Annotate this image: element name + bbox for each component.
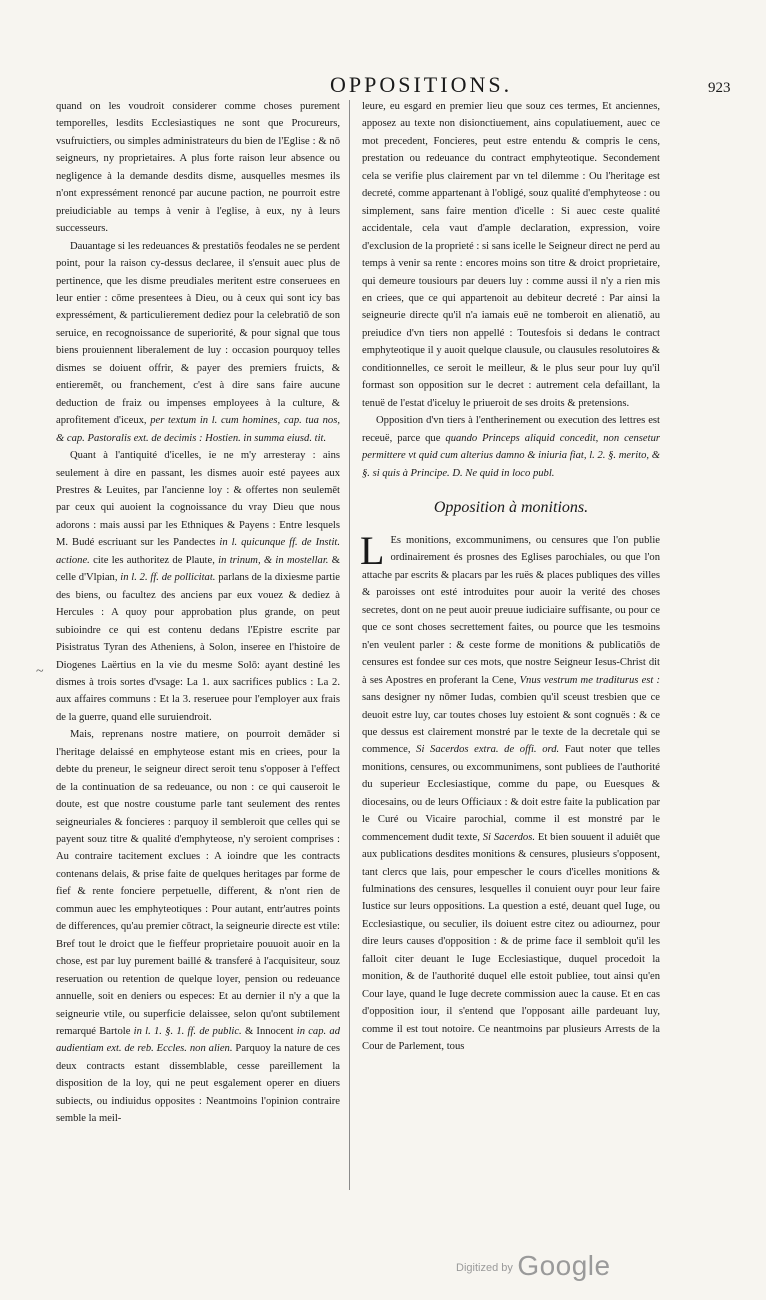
right-column bbox=[362, 98, 660, 1056]
citation: Si Sacerdos extra. de offi. ord. bbox=[416, 744, 560, 756]
citation: in trinum, & in mostellar. bbox=[218, 554, 329, 566]
left-paragraph-2: Dauantage si les redeuances & prestatiōs feodales ne se perdent point, pour la raison cy-dessus declaree, il s'ensuit auec plus de pertinence, que les disme preudiales meritent estre conseruees en leur entier : cōme presentees à Dieu, ou à ceux qui sont icy bas expressément, & particulierement dediez pour la celebratiō de son seruice, en recognoissance de superiorité, & pour signal que tous biens prouiennent liberalement de luy : occasion pourquoy telles dismes se doiuent offrir, & payer des premiers fruicts, & entieremēt, ou franchement, c'est à dire sans faire aucune deduction de fraiz ou impenses employees à la culture, & aprofitement d'iceux, per textum in l. cum homines, cap. tua nos, & cap. Pastoralis ext. de decimis : Hostien. in summa eiusd. tit. bbox=[56, 240, 340, 444]
right-paragraph-2: Opposition d'vn tiers à l'entherinement ou execution des lettres est receuë, parce que quando Princeps aliquid concedit, non censetur permittere vt quid cum alterius damno & iniuria fiat, l. 2. §. merito, & §. si quis à Principe. D. Ne quid in loco publ. bbox=[362, 415, 660, 479]
citation: in l. 1. §. 1. ff. de public. bbox=[133, 1026, 242, 1038]
google-logo: Google bbox=[517, 1250, 611, 1281]
page-number: 923 bbox=[708, 80, 731, 96]
left-paragraph-3: Quant à l'antiquité d'icelles, ie ne m'y arresteray : ains seulement à dire en passant, les dismes auoir esté payees aux Prestres & Leuites, par l'ancienne loy : & offertes non seulemēt par ceux qui auoient la cognoissance du vray Dieu que nous adorons : mais aussi par les Ethniques & Payens : Entre lesquels M. Budé escriuant sur les Pandectes in l. quicunque ff. de Instit. actione. cite les authoritez de Plaute, in trinum, & in mostellar. & celle d'Vlpian, in l. 2. ff. de pollicitat. parlans de la dixiesme partie des biens, ou facultez des anciens par eux vouez & dediez à Hercules : A quoy pour approbation plus grande, on peut subioindre ce qui est contenu dedans l'Epistre escrite par Pisistratus Tyran des Atheniens, à Solon, inseree en l'histoire de Diogenes Laërtius en la vie du mesme Solō: ayant destiné les dismes à trois sortes d'vsage: La 1. aux sacrifices publics : La 2. aux affaires communs : Et la 3. reseruee pour l'employer aux frais de la guerre, quand elle suruiendroit. bbox=[56, 450, 341, 723]
citation: Si Sacerdos. bbox=[482, 831, 535, 843]
left-paragraph-4: Mais, reprenans nostre matiere, on pourroit demāder si l'heritage delaissé en emphyteose estant mis en criees, pour la debte du preneur, le seigneur direct seroit tenu s'opposer à l'effect de la continuation de sa redeuance, ou non : ce qui causeroit le doute, est que nostre coustume parle tant seulement des rentes seigneuriales & foncieres : parquoy il sembleroit que celles qui se payent souz titre & qualité d'emphyteose, n'y seroient comprises : Au contraire tacitement exclues : A ioindre que les contracts contenans delais, & prise faite de quelques heritages par forme de fief & rente fonciere perpetuelle, different, & n'ont rien de commun auec les emphyteotiques : Pour autant, entr'autres points de differences, qu'au premier cōtract, la seigneurie directe est vtile: Bref tout le droict que le fieffeur proprietaire pouuoit auoir en la chose, est par luy purement baillé & transferé à l'acquisiteur, souz reseruation ou retention de quelque loyer, pension ou redeuance annuelle, soit en deniers ou especes: Et au dernier il n'y a que la seigneurie vtile, ou superficie delaissee, selon qu'ont subtilement remarqué Bartole in l. 1. §. 1. ff. de public. & Innocent in cap. ad audientiam ext. de reb. Eccles. non alien. Parquoy la nature de ces deux contracts estant dissemblable, cesse pareillement la disposition de la loy, qui ne peut esgalement operer en diuers subiects, ou indiuidus opposites : Neantmoins l'opinion contraire semble la meil- bbox=[56, 729, 341, 1125]
digitized-by-watermark bbox=[456, 1250, 611, 1282]
citation: quando Princeps aliquid concedit, non censetur permittere vt quid cum alterius damno & iniuria fiat, l. 2. §. merito, & §. si quis à Principe. D. Ne quid in loco publ. bbox=[362, 432, 660, 479]
right-paragraph-1: leure, eu esgard en premier lieu que souz ces termes, Et anciennes, apposez au texte non disionctiuement, ains copulatiuement, auec ce mot precedent, Foncieres, peut estre entendu & compris le cens, prestation ou redeuance du contract emphyteotique. Secondement cela se verifie plus clairement par vn tel dilemme : Ou l'heritage est decreté, comme appartenant à l'obligé, souz qualité d'emphyteose : ou simplement, sans faire mention d'icelle : Si auec ceste qualité accidentale, cela vaut d'ample declaration, expression, voire d'exclusion de la proprieté : si sans icelle le Seigneur direct ne perd au temps à venir sa rente : encores moins son titre & droict proprietaire, qui demeure tousiours par deuers luy : comme aussi il n'y a rien mis en criees, que ce qui appartenoit au debiteur decreté : Par ainsi la seigneurie directe qu'il n'a iamais euë ne tomberoit en alienatiō, au preiudice d'vn tiers non appellé : Toutesfois si dedans le contract emphyteotique il y auoit quelque clausule, ou clausules resolutoires & conditionnelles, ce seroit le meilleur, & le plus seur pour luy qu'il formast son opposition sur le decret : autrement cela defaillant, la tenuë de l'estat d'iceluy le priueroit de ses droits & pretensions. bbox=[362, 101, 660, 409]
section-heading: Opposition à monitions. bbox=[433, 498, 589, 516]
citation: in cap. ad audientiam ext. de reb. Eccles. non alien. bbox=[56, 1026, 341, 1055]
citation: in l. 2. ff. de pollicitat. bbox=[120, 572, 216, 584]
citation: per textum in l. cum homines, cap. tua nos, & cap. Pastoralis ext. de decimis : Hostien. in summa eiusd. tit. bbox=[56, 415, 340, 444]
left-column bbox=[56, 98, 340, 1128]
running-title: OPPOSITIONS. bbox=[330, 72, 513, 97]
left-paragraph-1: quand on les voudroit considerer comme choses purement temporelles, lesdits Ecclesiastiques ne sont que Procureurs, vsufruictiers, ou simples administrateurs du bien de l'Eglise : & nō seigneurs, ny proprietaires. A plus forte raison leur absence ou negligence à la demande desdits disme, ausquelles mesmes ils n'ont expressément renoncé par aucune paction, ne pourroit estre preiudiciable au temps à venir à l'eglise, à eux, ny à leurs successeurs. bbox=[56, 101, 340, 235]
citation: in l. quicunque ff. de Instit. actione. bbox=[56, 537, 341, 566]
drop-cap: L bbox=[360, 527, 385, 573]
margin-mark-icon: ~ bbox=[36, 664, 44, 679]
watermark-prefix: Digitized by bbox=[456, 1262, 513, 1274]
column-rule bbox=[349, 100, 350, 1190]
right-paragraph-3: L Es monitions, excommunimens, ou censures que l'on publie ordinairement és prosnes des Eglises parochiales, ou que l'on attache par escrits & placars par les ruës & places publiques des villes & paroisses ont esté introduites pour auoir la verité des choses secretes, dont on ne peut auoir preuue iudiciaire suffisante, ou pour ce que ce sont choses secrettement faites, ou pource que les tesmoins n'en veulent parler : & ceste forme de monitions & publicatiōs de censures est fondee sur ces mots, que nostre Seigneur Iesus-Christ dit à ses Apostres en proferant la Cene, Vnus vestrum me traditurus est : sans designer ny nōmer Iudas, combien qu'il sceust tresbien que ce deuoit estre luy, car toutes choses luy estoient & sont cognuës : & ce que dessus est clairement monstré par le texte de la decretale qui se commence, Si Sacerdos extra. de offi. ord. Faut noter que telles monitions, censures, ou excommunimens, sont publiees de l'authorité du superieur Ecclesiastique, comme du pape, ou Euesques & diocesains, ou de leurs Officiaux : & doit estre faite la publication par le Curé ou Vicaire parochial, comme il est monstré par le commencement dudit texte, Si Sacerdos. Et bien souuent il aduiêt que aux publications desdites monitions & censures, plusieurs s'opposent, tant clercs que lais, pour empescher le cours d'icelles monitions & fulminations des censures, lesquelles il conuient ouyr pour leur faire Iustice sur leurs oppositions. La question a esté, deuant quel Iuge, ou Ecclesiastique, ou seculier, ils doiuent estre citez ou adiournez, pour dire leurs causes d'opposition : & de prime face il sembloit qu'il les falloit citer deuant le Iuge Ecclesiastique, duquel procedoit la monition, & de l'authorité duquel elle estoit publiee, tout ainsi qu'en Cour laye, quand le Iuge decrete commission auec la cause. Et en cas d'opposition iour, il s'entend que l'opposant aille pardeuant luy, comme il est tout notoire. Ce neantmoins par plusieurs Arrests de la Cour de Parlement, tous bbox=[360, 527, 660, 1053]
citation: Vnus vestrum me traditurus est : bbox=[519, 674, 660, 686]
